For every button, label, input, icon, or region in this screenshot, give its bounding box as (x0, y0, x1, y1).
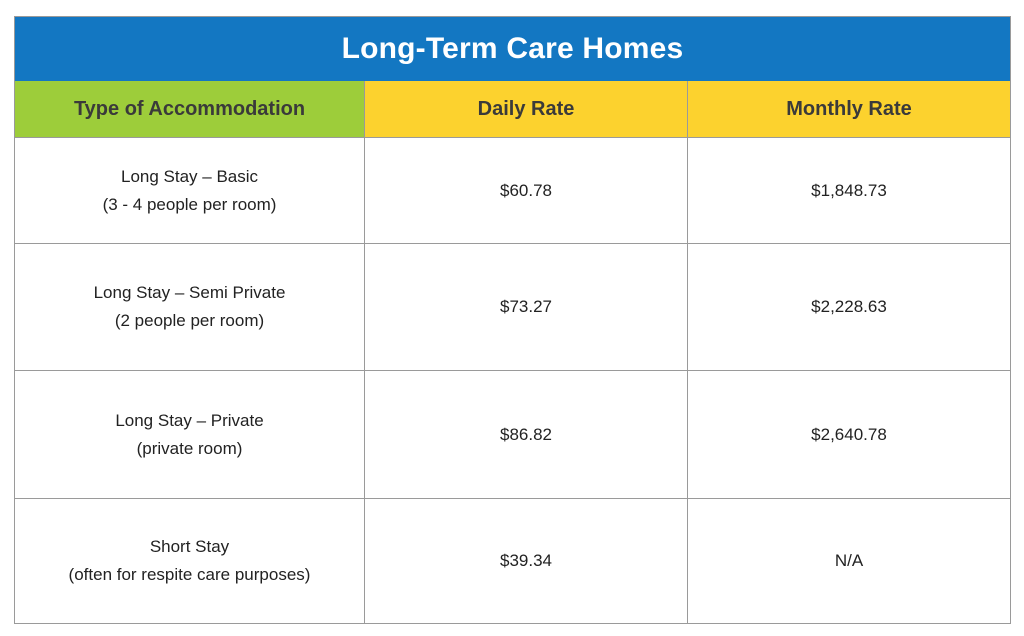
table-row-type (15, 244, 365, 371)
accommodation-detail: (private room) (136, 438, 243, 458)
accommodation-type: Long Stay – Basic (120, 166, 259, 186)
accommodation-detail: (often for respite care purposes) (68, 565, 311, 584)
header-daily-rate: Daily Rate (365, 81, 688, 138)
daily-rate-cell: $60.78 (365, 138, 688, 244)
table-title: Long-Term Care Homes (15, 17, 1010, 81)
header-monthly-rate: Monthly Rate (688, 81, 1010, 138)
monthly-rate-cell: N/A (834, 551, 864, 570)
daily-rate-cell: $39.34 (365, 499, 688, 623)
table-row-type (15, 138, 365, 244)
table-row-type (15, 499, 365, 623)
rates-table (14, 16, 1011, 624)
accommodation-type: Long Stay – Private (115, 410, 264, 430)
daily-rate-cell: $73.27 (365, 244, 688, 371)
accommodation-detail: (3 - 4 people per room) (102, 194, 277, 214)
monthly-rate-cell: $2,640.78 (688, 371, 1010, 499)
table-grid (15, 81, 1010, 623)
table-row-type (15, 371, 365, 499)
monthly-rate-cell: $2,228.63 (688, 244, 1010, 371)
accommodation-type: Long Stay – Semi Private (93, 283, 286, 302)
accommodation-type: Short Stay (149, 537, 230, 556)
header-type: Type of Accommodation (15, 81, 365, 138)
accommodation-detail: (2 people per room) (114, 311, 265, 330)
monthly-rate-cell: $1,848.73 (688, 138, 1010, 244)
daily-rate-cell: $86.82 (365, 371, 688, 499)
